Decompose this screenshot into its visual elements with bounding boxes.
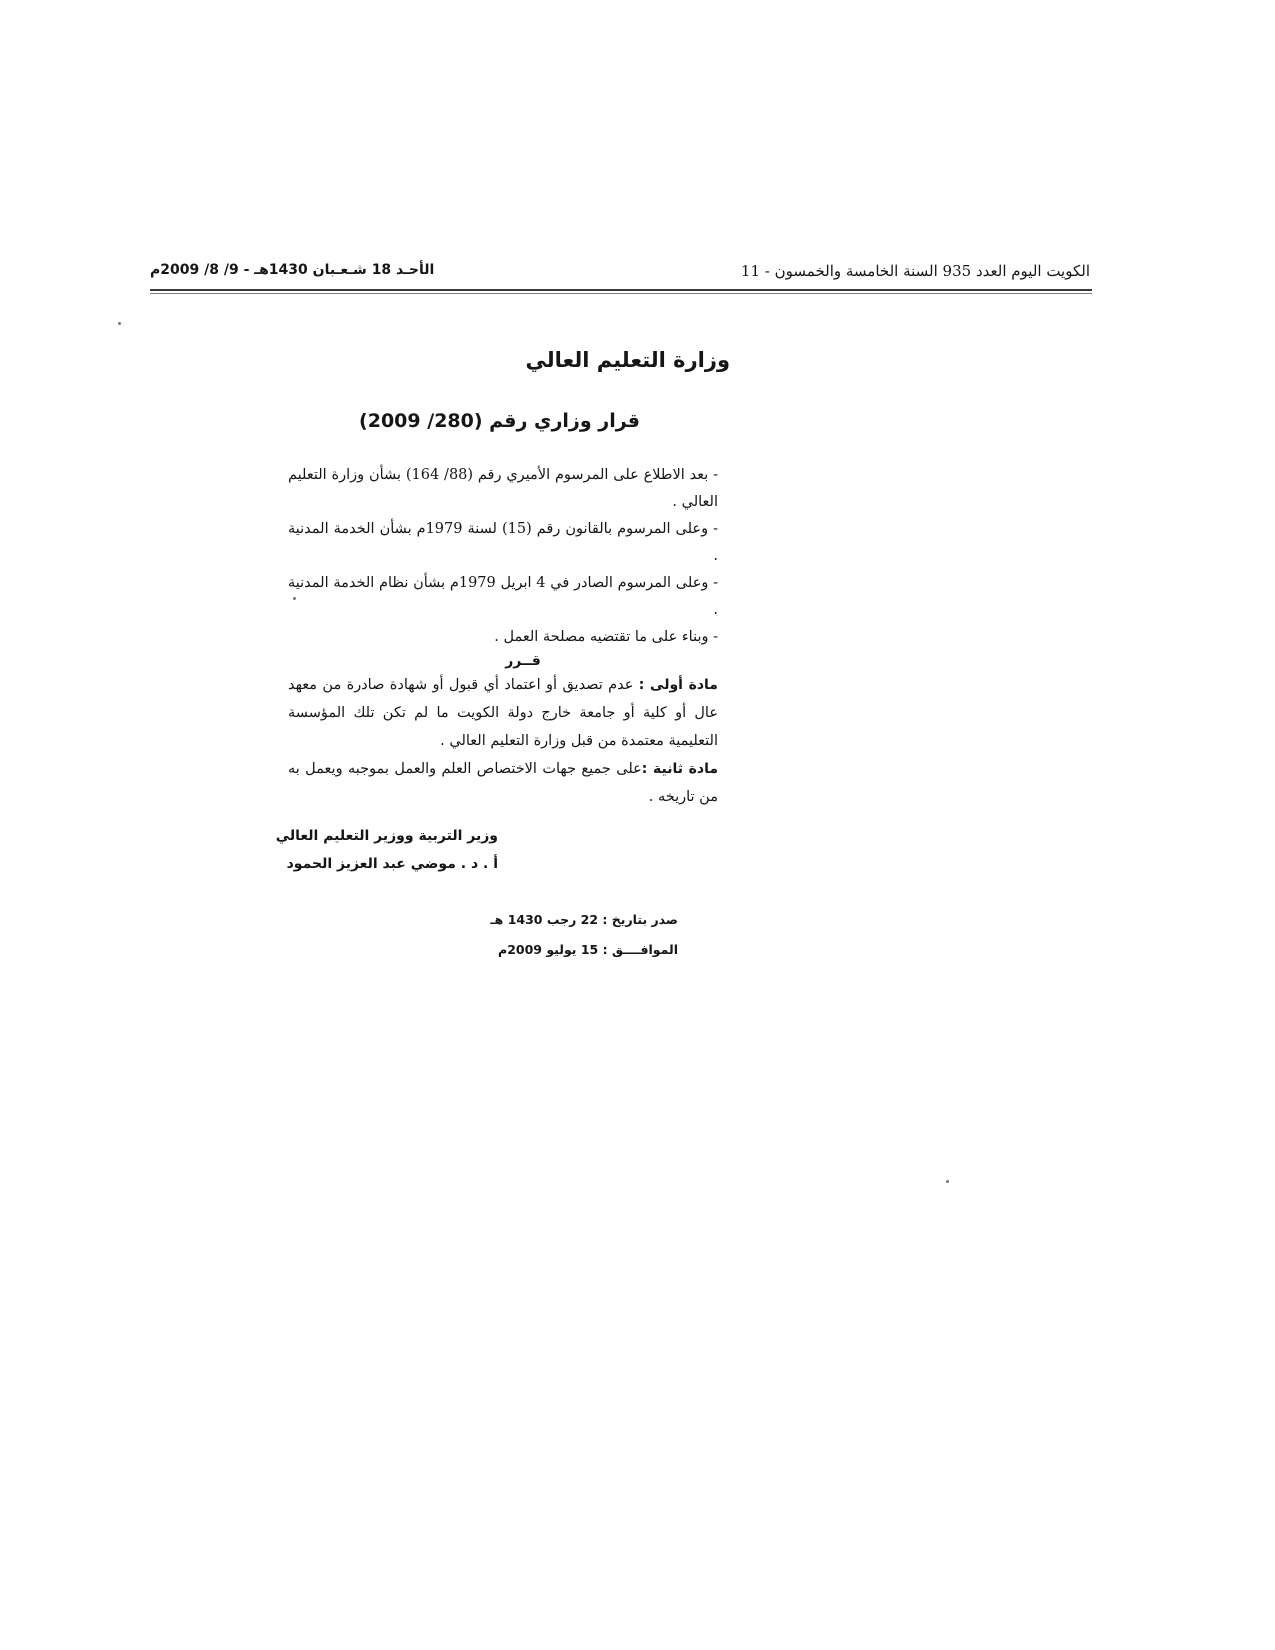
article-first bbox=[288, 671, 718, 755]
signatory-name: أ . د . موضي عبد العزيز الحمود bbox=[286, 856, 498, 872]
decides-heading: قــرر bbox=[505, 653, 541, 669]
preamble-item: - وعلى المرسوم بالقانون رقم (15) لسنة 1979م بشأن الخدمة المدنية . bbox=[288, 521, 718, 564]
article-label: مادة أولى : bbox=[638, 677, 718, 693]
issued-hijri: صدر بتاريخ : 22 رجب 1430 هـ bbox=[490, 912, 678, 927]
ministry-heading: وزارة التعليم العالي bbox=[525, 348, 730, 372]
decree-body bbox=[288, 462, 718, 811]
header-date: الأحـد 18 شـعـبان 1430هـ - 9/ 8/ 2009م bbox=[150, 262, 435, 278]
signature-block bbox=[275, 822, 498, 878]
page-header bbox=[150, 262, 1090, 284]
header-issue: الكويت اليوم العدد 935 السنة الخامسة والخمسون - 11 bbox=[740, 262, 1090, 280]
header-divider bbox=[150, 289, 1092, 294]
article-text: على جميع جهات الاختصاص العلم والعمل بموجبه ويعمل به من تاريخه . bbox=[288, 761, 718, 805]
article-text: عدم تصديق أو اعتماد أي قبول أو شهادة صادرة من معهد عال أو كلية أو جامعة خارج دولة الكويت ما لم تكن تلك المؤسسة التعليمية معتمدة من قبل وزارة التعليم العالي . bbox=[288, 677, 718, 749]
scan-speck bbox=[118, 322, 121, 325]
decree-title: قرار وزاري رقم (280/ 2009) bbox=[359, 410, 640, 432]
scan-speck bbox=[293, 597, 296, 600]
scan-speck bbox=[946, 1180, 949, 1183]
signatory-title: وزير التربية ووزير التعليم العالي bbox=[275, 828, 498, 844]
article-second bbox=[288, 755, 718, 811]
article-label: مادة ثانية : bbox=[641, 761, 718, 777]
issue-date-block bbox=[478, 905, 678, 965]
issued-gregorian: الموافــــق : 15 يوليو 2009م bbox=[498, 942, 678, 957]
preamble-item: - وبناء على ما تقتضيه مصلحة العمل . bbox=[494, 629, 718, 645]
preamble-item: - وعلى المرسوم الصادر في 4 ابريل 1979م بشأن نظام الخدمة المدنية . bbox=[288, 575, 718, 618]
preamble-item: - بعد الاطلاع على المرسوم الأميري رقم (88/ 164) بشأن وزارة التعليم العالي . bbox=[288, 467, 719, 510]
